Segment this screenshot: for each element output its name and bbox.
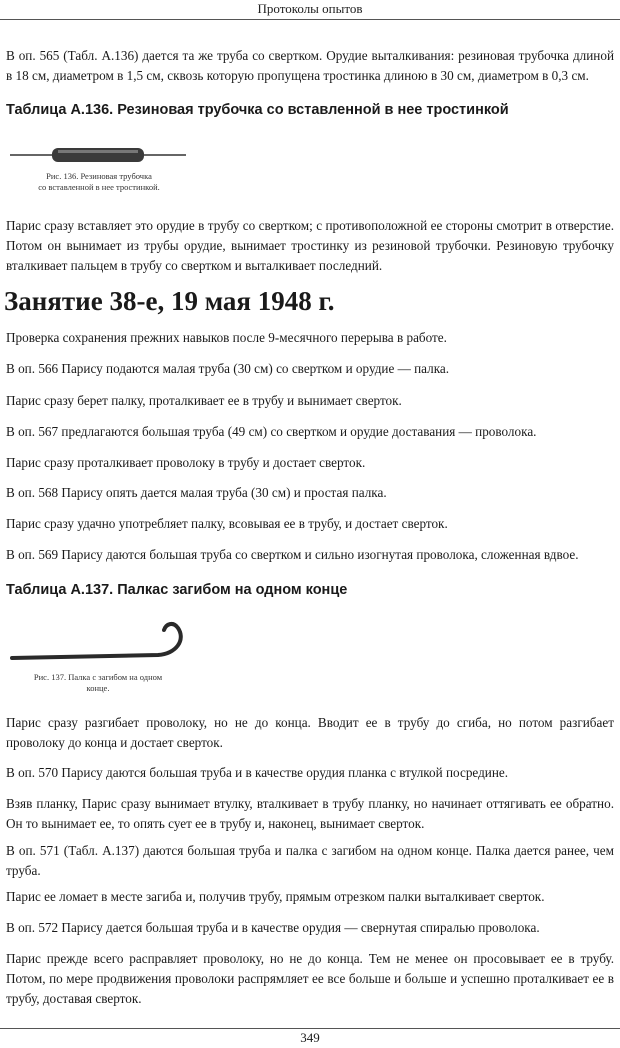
running-header: Протоколы опытов (257, 1, 363, 16)
paragraph-paris-stick-success: Парис сразу удачно употребляет палку, всовывая ее в трубу, и достает сверток. (6, 516, 448, 531)
paragraph-op-571: В оп. 571 (Табл. А.137) даются большая труба и палка с загибом на одном конце. Палка дается ранее, чем труба. (6, 843, 614, 878)
paragraph-paris-wire: Парис сразу проталкивает проволоку в трубу и достает сверток. (6, 455, 366, 470)
paragraph-op-566: В оп. 566 Парису подаются малая труба (30 см) со свертком и орудие — палка. (6, 361, 450, 376)
table-137-title: Таблица А.137. Палкас загибом на одном конце (6, 582, 348, 598)
hooked-stick-figure (8, 618, 193, 666)
paragraph-paris-rubber-tube: Парис сразу вставляет это орудие в трубу со свертком; с противоположной ее стороны смотрит в отверстие. Потом он вынимает из трубы орудие, вынимает тростинку из резиновой трубочки. Резиновую трубочку вталкивает пальцем в трубу со свертком и выталкивает последний. (6, 218, 614, 273)
footer-divider (0, 1028, 620, 1029)
paragraph-paris-plank: Взяв планку, Парис сразу вынимает втулку, вталкивает в трубу планку, но начинает оттягивать ее обратно. Он то вынимает ее, то опять сует ее в трубу и, наконец, вынимает сверток. (6, 796, 614, 831)
figure-136-caption-line-1: Рис. 136. Резиновая трубочка (46, 171, 152, 181)
rubber-tube-figure (8, 140, 188, 170)
paragraph-op-572: В оп. 572 Парису дается большая труба и в качестве орудия — свернутая спиралью проволока. (6, 920, 540, 935)
paragraph-op-570: В оп. 570 Парису даются большая труба и в качестве орудия планка с втулкой посредине. (6, 765, 509, 780)
page-number: 349 (300, 1030, 320, 1045)
header-divider (0, 19, 620, 20)
rubber-tube-highlight (58, 150, 138, 153)
paragraph-paris-unbend-wire: Парис сразу разгибает проволоку, но не до конца. Вводит ее в трубу до сгиба, но потом разгибает проволоку до конца и достает сверток. (6, 715, 614, 750)
paragraph-op-567: В оп. 567 предлагаются большая труба (49 см) со свертком и орудие доставания — проволока. (6, 424, 537, 439)
paragraph-op-569: В оп. 569 Парису даются большая труба со свертком и сильно изогнутая проволока, сложенная вдвое. (6, 547, 579, 562)
paragraph-paris-break-stick: Парис ее ломает в месте загиба и, получив трубу, прямым отрезком палки выталкивает сверток. (6, 889, 545, 904)
paragraph-paris-stick: Парис сразу берет палку, проталкивает ее в трубу и вынимает сверток. (6, 393, 402, 408)
paragraph-op-565: В оп. 565 (Табл. А.136) дается та же труба со свертком. Орудие выталкивания: резиновая трубочка длиной в 18 см, диаметром в 1,5 см, сквозь которую пропущена тростинка длиною в 30 см, диаметром в 0,3 см. (6, 48, 614, 83)
section-heading: Занятие 38-е, 19 мая 1948 г. (4, 286, 335, 316)
table-136-title: Таблица А.136. Резиновая трубочка со вставленной в нее тростинкой (6, 102, 509, 118)
paragraph-skills-check: Проверка сохранения прежних навыков после 9-месячного перерыва в работе. (6, 330, 447, 345)
figure-137-caption-line-1: Рис. 137. Палка с загибом на одном (33, 672, 163, 682)
paragraph-op-568: В оп. 568 Парису опять дается малая труба (30 см) и простая палка. (6, 485, 387, 500)
hooked-stick-path (12, 624, 181, 658)
figure-137-caption-line-2: конце. (86, 683, 110, 693)
figure-136-caption-line-2: со вставленной в нее тростинкой. (38, 182, 160, 192)
paragraph-paris-spiral-wire: Парис прежде всего расправляет проволоку, но не до конца. Тем не менее он просовывает ее в трубу. Потом, по мере продвижения проволоки распрямляет ее все больше и больше и успешно проталкивает ее в трубу, доставая сверток. (6, 951, 614, 1006)
